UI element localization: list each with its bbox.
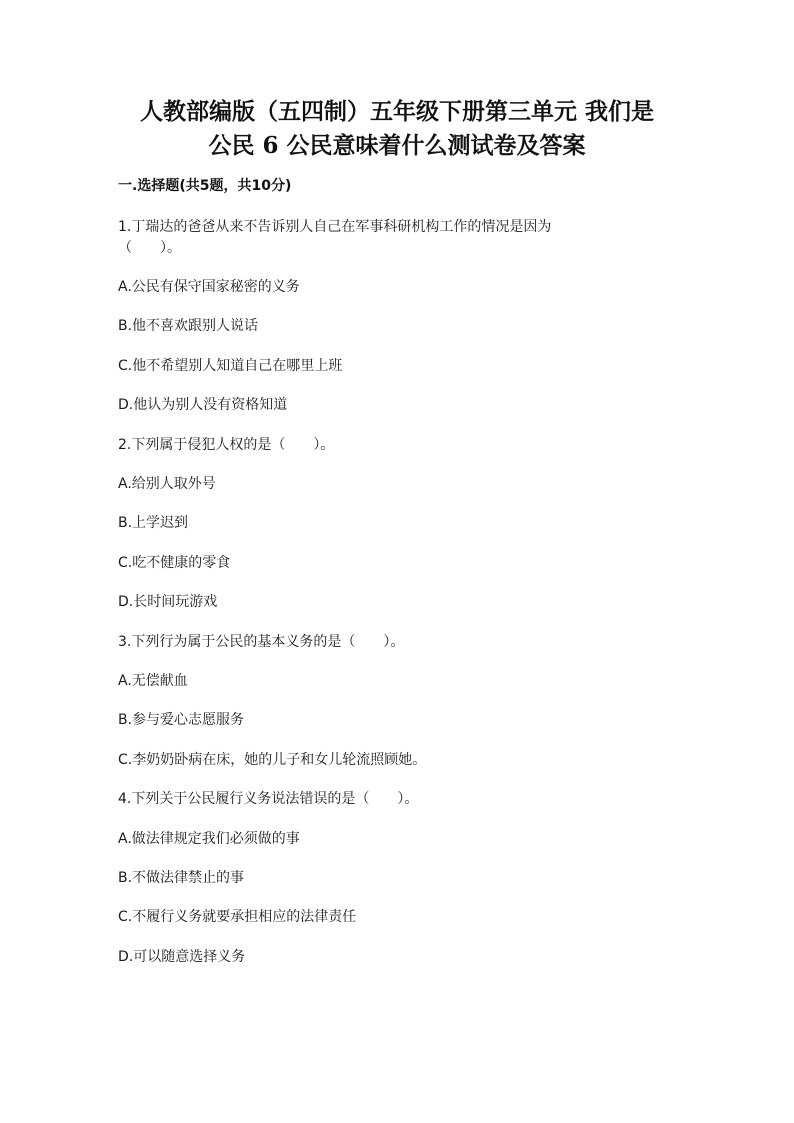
question-4-option-d: D.可以随意选择义务 xyxy=(118,949,246,965)
question-3-option-c: C.李奶奶卧病在床，她的儿子和女儿轮流照顾她。 xyxy=(118,752,427,768)
question-1-option-d: D.他认为别人没有资格知道 xyxy=(118,397,288,413)
question-3-stem: 3.下列行为属于公民的基本义务的是（ ）。 xyxy=(118,634,405,650)
question-4-stem: 4.下列关于公民履行义务说法错误的是（ ）。 xyxy=(118,791,419,807)
question-1-option-b: B.他不喜欢跟别人说话 xyxy=(118,318,259,334)
section-heading: 一.选择题(共5题，共10分) xyxy=(118,178,292,194)
question-2-option-a: A.给别人取外号 xyxy=(118,476,216,492)
question-2-option-c: C.吃不健康的零食 xyxy=(118,555,231,571)
question-1-option-c: C.他不希望别人知道自己在哪里上班 xyxy=(118,358,343,374)
document-title-line-1: 人教部编版（五四制）五年级下册第三单元 我们是 xyxy=(139,98,654,125)
question-2-stem: 2.下列属于侵犯人权的是（ ）。 xyxy=(118,437,335,453)
question-2-option-b: B.上学迟到 xyxy=(118,515,189,531)
question-4-option-c: C.不履行义务就要承担相应的法律责任 xyxy=(118,909,357,925)
question-3-option-a: A.无偿献血 xyxy=(118,673,188,689)
question-1-stem-continued: （ ）。 xyxy=(118,240,181,256)
question-1-option-a: A.公民有保守国家秘密的义务 xyxy=(118,279,300,295)
question-3-option-b: B.参与爱心志愿服务 xyxy=(118,712,245,728)
question-1-stem: 1.丁瑞达的爸爸从来不告诉别人自己在军事科研机构工作的情况是因为 xyxy=(118,219,552,235)
question-4-option-b: B.不做法律禁止的事 xyxy=(118,870,245,886)
document-title-line-2: 公民 6 公民意味着什么测试卷及答案 xyxy=(208,132,586,159)
question-4-option-a: A.做法律规定我们必须做的事 xyxy=(118,831,300,847)
question-2-option-d: D.长时间玩游戏 xyxy=(118,594,218,610)
